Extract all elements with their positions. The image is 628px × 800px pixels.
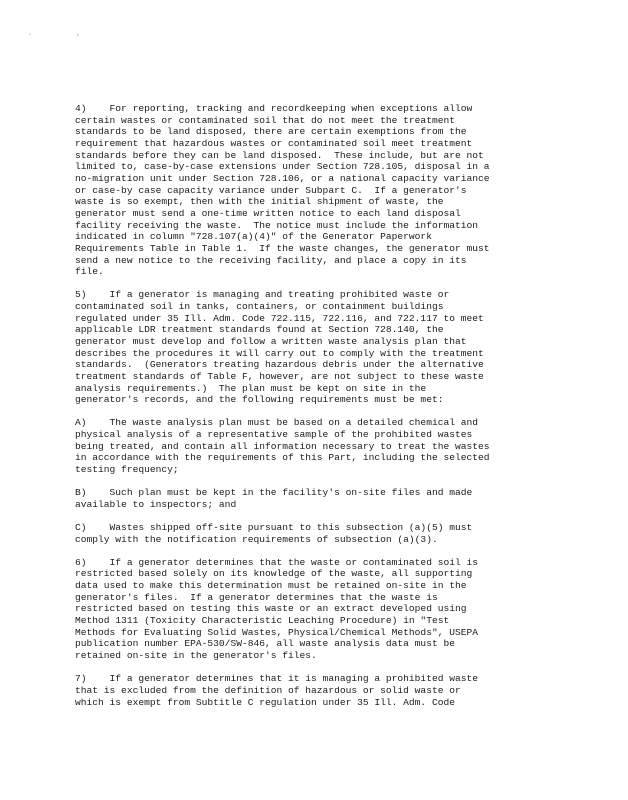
paragraph-5c-offsite-shipment: C) Wastes shipped off-site pursuant to this subsection (a)(5) must comply with the notification requirements of subsection (a)(3). — [75, 522, 473, 545]
document-body — [75, 103, 575, 714]
paragraph-6-knowledge-determination: 6) If a generator determines that the waste or contaminated soil is restricted based solely on its knowledge of the waste, all supporting data used to make this determination must be retained on-site in the generator's files. If a generator determines that the waste is restricted based on testing this waste or an extract developed using Method 1311 (Toxicity Characteristic Leaching Procedure) in "Test Methods for Evaluating Solid Wastes, Physical/Chemical Methods", USEPA publication number EPA-530/SW-846, all waste analysis data must be retained on-site in the generator's files. — [75, 556, 479, 662]
scan-specks: . , — [28, 30, 101, 38]
paragraph-4-recordkeeping-exemptions: 4) For reporting, tracking and recordkeeping when exceptions allow certain wastes or contaminated soil that do not meet the treatment standards to be land disposed, there are certain exemptions from the requirement that hazardous wastes or contaminated soil meet treatment standards before they can be land disposed. These include, but are not limited to, case-by-case extensions under Section 728.105, disposal in a no-migration unit under Section 728.106, or a national capacity variance or case-by case capacity variance under Subpart C. If a generator's waste is so exempt, then with the initial shipment of waste, the generator must send a one-time written notice to each land disposal facility receiving the waste. The notice must include the information indicated in column "728.107(a)(4)" of the Generator Paperwork Requirements Table in Table 1. If the waste changes, the generator must send a new notice to the receiving facility, and place a copy in its file. — [75, 103, 490, 278]
paragraph-5b-plan-storage: B) Such plan must be kept in the facility's on-site files and made available to inspectors; and — [75, 487, 473, 510]
paragraph-7-excluded-waste: 7) If a generator determines that it is managing a prohibited waste that is excluded from the definition of hazardous or solid waste or which is exempt from Subtitle C regulation under 35 Ill. Adm. Code — [75, 673, 479, 708]
paragraph-5-waste-analysis-plan: 5) If a generator is managing and treating prohibited waste or contaminated soil in tanks, containers, or containment buildings regulated under 35 Ill. Adm. Code 722.115, 722.116, and 722.117 to meet applicable LDR treatment standards found at Section 728.140, the generator must develop and follow a written waste analysis plan that describes the procedures it will carry out to comply with the treatment standards. (Generators treating hazardous debris under the alternative treatment standards of Table F, however, are not subject to these waste analysis requirements.) The plan must be kept on site in the generator's records, and the following requirements must be met: — [75, 289, 484, 406]
paragraph-5a-analysis-basis: A) The waste analysis plan must be based on a detailed chemical and physical analysis of a representative sample of the prohibited wastes being treated, and contain all information necessary to treat the wastes in accordance with the requirements of this Part, including the selected testing frequency; — [75, 417, 490, 476]
